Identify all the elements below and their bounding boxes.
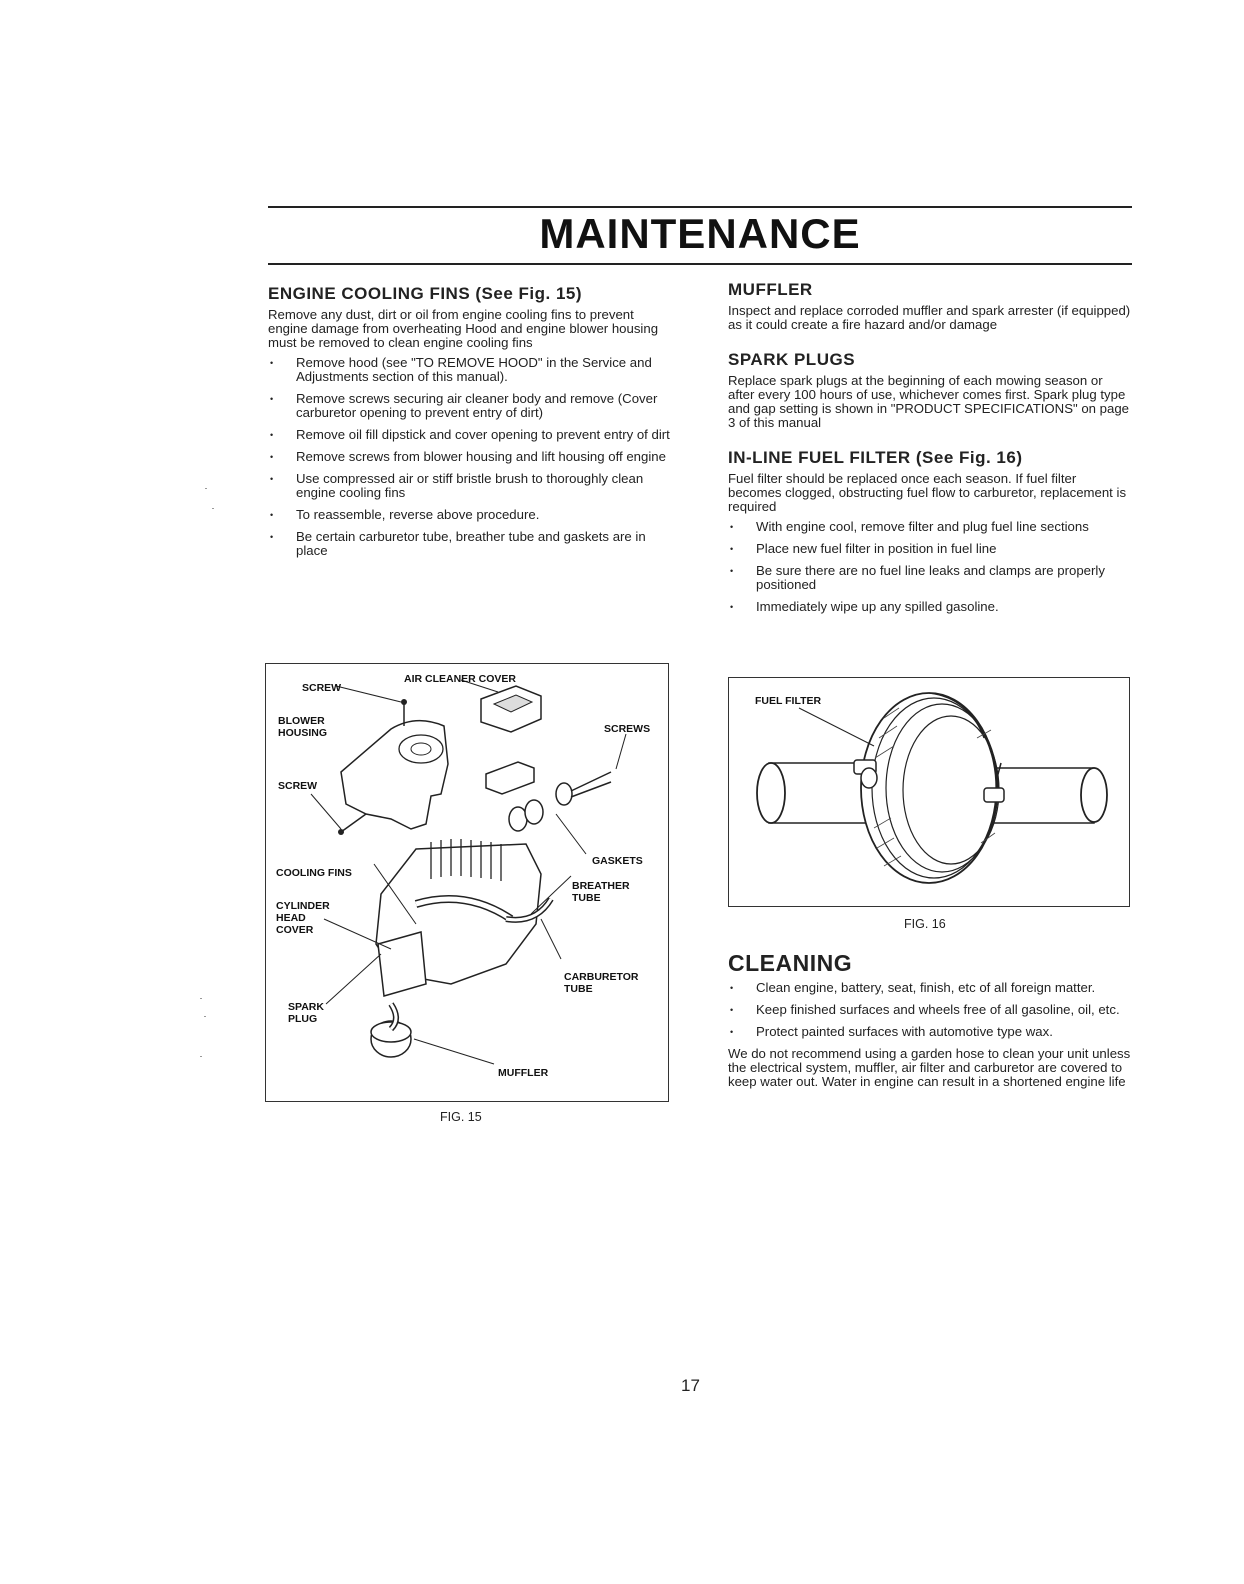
- fig15-label-spark-1: SPARK: [288, 1001, 324, 1013]
- fig15-label-blower-1: BLOWER: [278, 715, 325, 727]
- list-item: • With engine cool, remove filter and plug fuel line sections: [728, 520, 1132, 534]
- list-item: • Be certain carburetor tube, breather tube and gaskets are in place: [268, 530, 672, 558]
- list-item: • Use compressed air or stiff bristle brush to thoroughly clean engine cooling fins: [268, 472, 672, 500]
- fuel-filter-heading: IN-LINE FUEL FILTER (See Fig. 16): [728, 448, 1023, 467]
- fig16-fuel-filter-illustration: [729, 678, 1129, 906]
- fuel-filter-section: [728, 448, 1132, 614]
- list-item: • Remove screws securing air cleaner body and remove (Cover carburetor opening to prevent entry of dirt): [268, 392, 672, 420]
- engine-cooling-section: [268, 284, 672, 558]
- engine-cooling-heading: ENGINE COOLING FINS (See Fig. 15): [268, 284, 583, 303]
- fig16-frame: [728, 677, 1130, 907]
- fig15-label-screws: SCREWS: [604, 723, 651, 735]
- fig15-engine-illustration: [266, 664, 668, 1101]
- fig16-caption: FIG. 16: [904, 917, 946, 931]
- fig15-frame: [265, 663, 669, 1102]
- fig15-label-cylinder-3: COVER: [276, 924, 314, 936]
- fig15-label-gaskets: GASKETS: [592, 855, 643, 867]
- muffler-text: Inspect and replace corroded muffler and spark arrester (if equipped) as it could create a fire hazard and/or damage: [728, 303, 1131, 332]
- fig15-label-spark-2: PLUG: [288, 1013, 318, 1025]
- cleaning-outro: We do not recommend using a garden hose to clean your unit unless the electrical system, muffler, air filter and carburetor are covered to keep water out. Water in engine can result in a shortened engine life: [728, 1046, 1131, 1089]
- list-item: • Remove hood (see "TO REMOVE HOOD" in the Service and Adjustments section of this manual).: [268, 356, 672, 384]
- fuel-filter-list: [728, 520, 1132, 614]
- cleaning-list: [728, 981, 1132, 1039]
- scan-speck: [205, 488, 207, 489]
- list-item: • To reassemble, reverse above procedure.: [268, 508, 672, 522]
- fig15-label-carburetor-1: CARBURETOR: [564, 971, 639, 983]
- muffler-heading: MUFFLER: [728, 280, 813, 299]
- cleaning-heading: CLEANING: [728, 950, 853, 976]
- list-item: • Keep finished surfaces and wheels free of all gasoline, oil, etc.: [728, 1003, 1132, 1017]
- list-item: • Protect painted surfaces with automotive type wax.: [728, 1025, 1132, 1039]
- list-item: • Clean engine, battery, seat, finish, etc of all foreign matter.: [728, 981, 1132, 995]
- fig15-caption: FIG. 15: [440, 1110, 482, 1124]
- fig15-label-cylinder-1: CYLINDER: [276, 900, 330, 912]
- fig16-label-fuel-filter: FUEL FILTER: [755, 695, 822, 707]
- fig15-label-breather-1: BREATHER: [572, 880, 630, 892]
- scan-speck: [200, 998, 202, 999]
- muffler-section: [728, 280, 1132, 332]
- header-rule-bottom: [268, 263, 1132, 265]
- fig15-label-breather-2: TUBE: [572, 892, 601, 904]
- fig15-label-air-cleaner-cover: AIR CLEANER COVER: [404, 673, 517, 685]
- fig15-label-screw-top: SCREW: [302, 682, 342, 694]
- scan-speck: [200, 1056, 202, 1057]
- right-column: [728, 280, 1132, 632]
- engine-cooling-list: [268, 356, 672, 558]
- fig15-label-carburetor-2: TUBE: [564, 983, 593, 995]
- fig15-label-screw-left: SCREW: [278, 780, 318, 792]
- left-column: [268, 284, 672, 576]
- spark-plugs-text: Replace spark plugs at the beginning of each mowing season or after every 100 hours of use, whichever comes first. Spark plug type and gap setting is shown in "PRODUCT SPECIFICATIONS" on page 3 of this manual: [728, 373, 1130, 430]
- list-item: • Be sure there are no fuel line leaks and clamps are properly positioned: [728, 564, 1132, 592]
- cleaning-section: [728, 950, 1132, 1089]
- list-item: • Remove oil fill dipstick and cover opening to prevent entry of dirt: [268, 428, 672, 442]
- spark-plugs-heading: SPARK PLUGS: [728, 350, 856, 369]
- engine-cooling-intro: Remove any dust, dirt or oil from engine cooling fins to prevent engine damage from overheating Hood and engine blower housing must be removed to clean engine cooling fins: [268, 307, 659, 350]
- list-item: • Immediately wipe up any spilled gasoline.: [728, 600, 1132, 614]
- list-item: • Place new fuel filter in position in fuel line: [728, 542, 1132, 556]
- fuel-filter-intro: Fuel filter should be replaced once each season. If fuel filter becomes clogged, obstructing fuel flow to carburetor, replacement is required: [728, 471, 1127, 514]
- page-number: 17: [681, 1376, 700, 1395]
- fig15-label-muffler: MUFFLER: [498, 1067, 549, 1079]
- fig15-label-blower-2: HOUSING: [278, 727, 328, 739]
- header-rule-top: [268, 206, 1132, 208]
- scan-speck: [204, 1016, 206, 1017]
- fig15-label-cylinder-2: HEAD: [276, 912, 306, 924]
- scan-speck: [212, 508, 214, 509]
- list-item: • Remove screws from blower housing and lift housing off engine: [268, 450, 672, 464]
- fig15-label-cooling-fins: COOLING FINS: [276, 867, 352, 879]
- spark-plugs-section: [728, 350, 1132, 430]
- page-title: MAINTENANCE: [539, 210, 861, 257]
